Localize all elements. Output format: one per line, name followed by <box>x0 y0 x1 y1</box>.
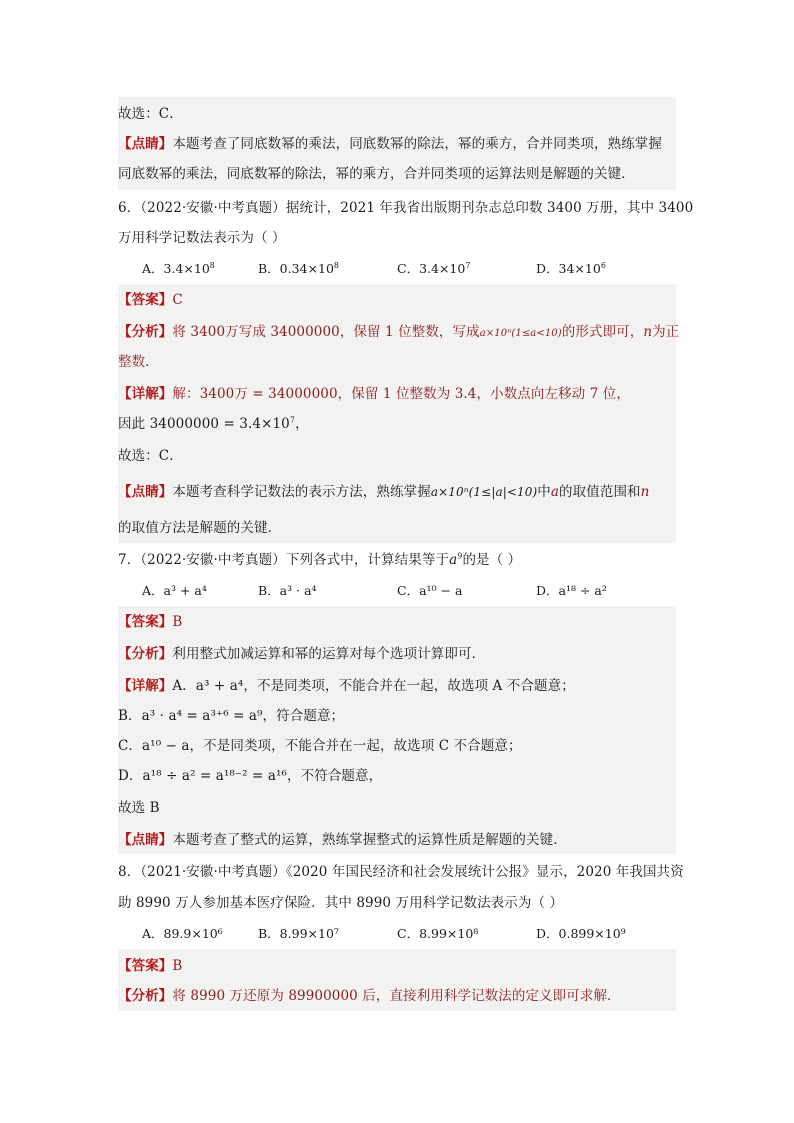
formula: a×10ⁿ(1≤|a|<10) <box>430 485 538 499</box>
analysis-text: 利用整式加减运算和幂的运算对每个选项计算即可． <box>172 646 486 662</box>
comment-text: 本题考查科学记数法的表示方法，熟练掌握 <box>172 484 431 500</box>
q7-option-b <box>258 581 317 601</box>
variable-n: n <box>643 324 653 340</box>
option-exponent: 6 <box>600 260 606 270</box>
q6-comment-line1 <box>118 482 649 502</box>
option-exponent: 8 <box>209 260 215 270</box>
analysis-text: 为正 <box>652 324 680 340</box>
q6-stem-line1: 6．（2022·安徽·中考真题）据统计，2021 年我省出版期刊杂志总印数 3400 万册，其中 3400 <box>118 200 694 216</box>
q7-detail-a <box>118 676 575 696</box>
q8-option-d: D．0.899×10⁹ <box>536 926 626 941</box>
option-text: D．a <box>536 583 566 598</box>
q7-detail-b: B．a³ · a⁴ = a³⁺⁶ = a⁹，符合题意； <box>118 708 345 724</box>
detail-text: A．a³ + a⁴，不是同类项，不能合并在一起，故选项 A 不合题意； <box>172 678 575 694</box>
comment-text: 本题考查了整式的运算，熟练掌握整式的运算性质是解题的关键． <box>172 832 567 848</box>
q8-stem-line1: 8．（2021·安徽·中考真题）《2020 年国民经济和社会发展统计公报》显示，2020 年我国共资 <box>118 864 684 880</box>
detail-text: 因此 34000000 = 3.4×10 <box>118 416 290 432</box>
comment-tag: 【点睛】 <box>118 484 173 500</box>
answer-value: B <box>172 958 183 974</box>
analysis-tag: 【分析】 <box>118 988 173 1004</box>
comment-tag: 【点睛】 <box>118 832 173 848</box>
q8-answer <box>118 956 182 976</box>
option-text: A．3.4×10 <box>142 261 210 276</box>
q7-option-d <box>536 581 607 601</box>
variable-n: n <box>640 484 650 500</box>
analysis-text: 将 3400万写成 34000000，保留 1 位整数，写成 <box>172 324 480 340</box>
detail-text: ， <box>295 416 309 432</box>
q8-option-c: C．8.99×10⁸ <box>397 926 479 941</box>
q7-option-c <box>397 581 462 601</box>
q6-stem-line2: 万用科学记数法表示为（ ） <box>118 230 286 246</box>
option-text: D．34×10 <box>536 261 601 276</box>
q6-comment-line2: 的取值方法是解题的关键． <box>118 520 282 536</box>
option-text: ³ · a⁴ <box>287 583 317 598</box>
q8-analysis <box>118 986 621 1006</box>
q7-stem <box>118 550 521 570</box>
formula: a×10ⁿ(1≤a<10) <box>479 328 562 339</box>
q8-option-b: B．8.99×10⁷ <box>258 926 339 941</box>
q7-option-a <box>142 581 207 601</box>
answer-value: B <box>172 614 183 630</box>
variable-a: a <box>449 552 458 568</box>
q6-answer <box>118 290 183 310</box>
analysis-text: 的形式即可， <box>561 324 644 340</box>
option-text: A．a <box>142 583 171 598</box>
detail-tag: 【详解】 <box>118 386 173 402</box>
q7-detail-c: C．a¹⁰ − a，不是同类项，不能合并在一起，故选项 C 不合题意； <box>118 738 522 754</box>
comment-tag: 【点睛】 <box>118 136 173 152</box>
option-text: ¹⁰ − a <box>426 583 463 598</box>
variable-a: a <box>550 484 560 500</box>
q6-analysis-line2: 整数． <box>118 354 159 370</box>
answer-tag: 【答案】 <box>118 292 173 308</box>
stem-text: 的是（ ） <box>462 552 522 568</box>
q5-comment-line1 <box>118 134 662 154</box>
q6-option-b <box>258 259 339 279</box>
q5-choice: 故选：C． <box>118 106 183 122</box>
option-text: ¹⁸ ÷ a² <box>565 583 607 598</box>
option-text: ³ + a⁴ <box>170 583 207 598</box>
answer-tag: 【答案】 <box>118 958 173 974</box>
q8-option-a: A．89.9×10⁶ <box>142 926 223 941</box>
q7-choice: 故选 B <box>118 800 160 816</box>
option-exponent: 8 <box>333 260 339 270</box>
q6-option-a <box>142 259 215 279</box>
q6-detail-line1 <box>118 384 630 404</box>
q6-detail-line2 <box>118 414 309 434</box>
option-text: C．3.4×10 <box>397 261 466 276</box>
q6-analysis-line1 <box>118 322 679 344</box>
option-text: B．a <box>258 583 288 598</box>
q7-comment <box>118 830 567 850</box>
analysis-tag: 【分析】 <box>118 646 173 662</box>
q6-option-d <box>536 259 606 279</box>
option-text: B．0.34×10 <box>258 261 334 276</box>
exponent: 9 <box>457 551 463 561</box>
comment-text: 的取值范围和 <box>559 484 641 500</box>
q7-detail-d: D．a¹⁸ ÷ a² = a¹⁸⁻² = a¹⁶，不符合题意， <box>118 768 383 784</box>
exponent: 7 <box>289 415 296 425</box>
q5-comment-line2: 同底数幂的乘法，同底数幂的除法，幂的乘方，合并同类项的运算法则是解题的关键． <box>118 166 635 182</box>
analysis-text: 将 8990 万还原为 89900000 后，直接利用科学记数法的定义即可求解． <box>172 988 621 1004</box>
answer-value: C <box>172 292 183 308</box>
q6-option-c <box>397 259 470 279</box>
analysis-tag: 【分析】 <box>118 324 173 340</box>
comment-text: 中 <box>537 484 551 500</box>
stem-text: 7．（2022·安徽·中考真题）下列各式中，计算结果等于 <box>118 552 450 568</box>
answer-tag: 【答案】 <box>118 614 173 630</box>
detail-tag: 【详解】 <box>118 678 173 694</box>
q7-answer <box>118 612 182 632</box>
option-exponent: 7 <box>465 260 471 270</box>
option-text: C．a <box>397 583 427 598</box>
q7-analysis <box>118 644 485 664</box>
q6-choice: 故选：C． <box>118 448 183 464</box>
detail-text: 解：3400万 = 34000000，保留 1 位整数为 3.4，小数点向左移动 7 位， <box>172 386 630 402</box>
comment-text: 本题考查了同底数幂的乘法，同底数幂的除法，幂的乘方，合并同类项，熟练掌握 <box>172 136 663 152</box>
q8-stem-line2: 助 8990 万人参加基本医疗保险．其中 8990 万用科学记数法表示为（ ） <box>118 895 564 911</box>
